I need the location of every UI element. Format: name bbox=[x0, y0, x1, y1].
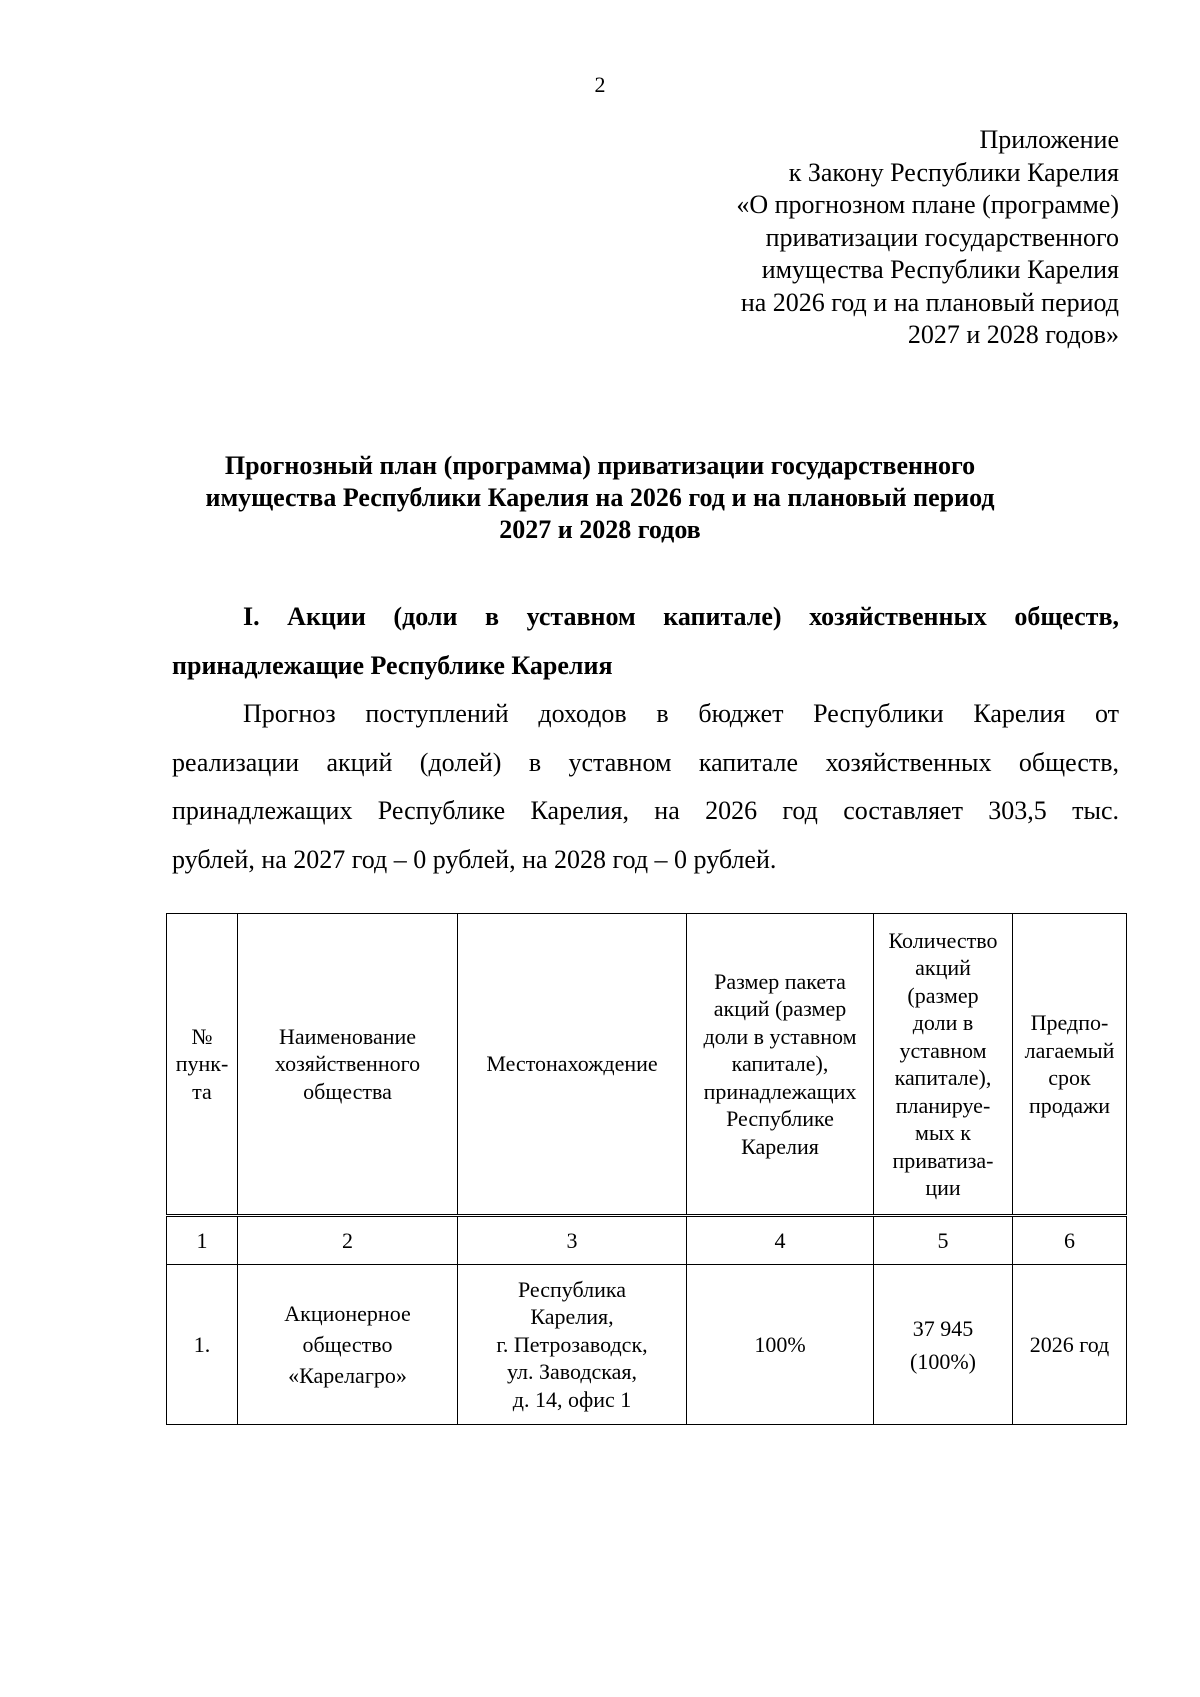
appendix-block bbox=[559, 124, 1119, 352]
header-line: капитале), bbox=[731, 1051, 829, 1077]
header-line: мых к bbox=[915, 1120, 971, 1145]
cell-number: 1. bbox=[167, 1265, 238, 1425]
header-line: Местонахождение bbox=[486, 1051, 658, 1077]
header-line: Количество bbox=[888, 927, 998, 953]
page-number: 2 bbox=[594, 72, 606, 97]
header-cell-stake-size bbox=[687, 914, 874, 1216]
header-cell-company-name bbox=[238, 914, 458, 1216]
header-line: № bbox=[191, 1023, 213, 1049]
appendix-line: на 2026 год и на плановый период bbox=[740, 287, 1119, 317]
document-title bbox=[150, 450, 1050, 546]
column-number-cell: 4 bbox=[687, 1216, 874, 1265]
column-number-cell: 5 bbox=[874, 1216, 1013, 1265]
header-line: пунк- bbox=[175, 1051, 229, 1077]
paragraph-line: реализации акций (долей) в уставном капитале хозяйственных обществ, bbox=[172, 747, 1119, 777]
cell-location bbox=[458, 1265, 687, 1425]
title-line: Прогнозный план (программа) приватизации государственного bbox=[224, 451, 976, 480]
cell-line: д. 14, офис 1 bbox=[512, 1386, 632, 1412]
column-number-cell: 1 bbox=[167, 1216, 238, 1265]
cell-stake-size: 100% bbox=[687, 1265, 874, 1425]
appendix-line: Приложение bbox=[979, 125, 1119, 154]
header-line: Наименование bbox=[278, 1023, 417, 1049]
header-line: уставном bbox=[899, 1037, 987, 1063]
header-line: продажи bbox=[1028, 1092, 1111, 1118]
header-cell-sale-term bbox=[1013, 914, 1127, 1216]
column-number-cell: 6 bbox=[1013, 1216, 1127, 1265]
cell-line: Республика bbox=[517, 1276, 627, 1302]
appendix-line: имущества Республики Карелия bbox=[761, 255, 1119, 284]
cell-line: Карелия, bbox=[530, 1304, 614, 1330]
appendix-line: к Закону Республики Карелия bbox=[788, 157, 1119, 187]
header-line: (размер bbox=[907, 982, 979, 1008]
paragraph-line: принадлежащих Республике Карелия, на 2026 год составляет 303,5 тыс. bbox=[172, 796, 1119, 825]
header-line: приватиза- bbox=[892, 1147, 994, 1173]
header-line: планируе- bbox=[895, 1092, 991, 1118]
header-cell-location bbox=[458, 914, 687, 1216]
cell-line: г. Петрозаводск, bbox=[496, 1331, 648, 1357]
header-line: капитале), bbox=[894, 1065, 992, 1090]
cell-line: 37 945 bbox=[912, 1315, 974, 1341]
header-line: срок bbox=[1048, 1065, 1091, 1090]
cell-line: (100%) bbox=[910, 1348, 976, 1374]
header-line: акций bbox=[915, 955, 971, 980]
header-line: лагаемый bbox=[1024, 1037, 1115, 1063]
header-line: Республике bbox=[726, 1106, 834, 1132]
header-line: принадлежащих bbox=[703, 1078, 857, 1104]
appendix-line: 2027 и 2028 годов» bbox=[907, 320, 1119, 349]
cell-line: Акционерное bbox=[284, 1301, 411, 1326]
paragraph-line: Прогноз поступлений доходов в бюджет Республики Карелия от bbox=[243, 699, 1119, 728]
table-row bbox=[167, 1265, 1127, 1425]
appendix-line: приватизации государственного bbox=[765, 222, 1119, 252]
cell-line: «Карелагро» bbox=[288, 1363, 407, 1388]
header-line: доли в bbox=[912, 1010, 974, 1035]
paragraph-line: рублей, на 2027 год – 0 рублей, на 2028 год – 0 рублей. bbox=[172, 844, 777, 874]
cell-share-count bbox=[874, 1265, 1013, 1425]
column-number-cell: 3 bbox=[458, 1216, 687, 1265]
header-line: акций (размер bbox=[713, 996, 847, 1022]
header-line: Предпо- bbox=[1030, 1010, 1109, 1035]
column-number-cell: 2 bbox=[238, 1216, 458, 1265]
cell-line: общество bbox=[302, 1332, 393, 1357]
header-line: та bbox=[192, 1078, 212, 1104]
header-cell-number bbox=[167, 914, 238, 1216]
header-line: Карелия bbox=[741, 1133, 819, 1159]
body-text bbox=[172, 593, 1119, 884]
table-column-numbers-row bbox=[167, 1216, 1127, 1265]
cell-company-name bbox=[238, 1265, 458, 1425]
header-line: ции bbox=[925, 1175, 961, 1200]
cell-sale-term: 2026 год bbox=[1013, 1265, 1127, 1425]
section-heading: I. Акции (доли в уставном капитале) хозяйственных обществ, bbox=[243, 602, 1119, 631]
header-cell-share-count bbox=[874, 914, 1013, 1216]
header-line: доли в уставном bbox=[703, 1023, 857, 1049]
title-line: имущества Республики Карелия на 2026 год и на плановый период bbox=[205, 483, 995, 512]
cell-line: ул. Заводская, bbox=[506, 1359, 638, 1385]
privatization-table bbox=[166, 913, 1127, 1425]
title-line: 2027 и 2028 годов bbox=[499, 515, 701, 544]
appendix-line: «О прогнозном плане (программе) bbox=[736, 190, 1119, 219]
header-line: хозяйственного bbox=[274, 1051, 421, 1077]
header-line: Размер пакета bbox=[714, 968, 846, 994]
table-header-row bbox=[167, 914, 1127, 1216]
header-line: общества bbox=[303, 1078, 392, 1104]
section-heading-cont: принадлежащие Республике Карелия bbox=[172, 650, 613, 680]
